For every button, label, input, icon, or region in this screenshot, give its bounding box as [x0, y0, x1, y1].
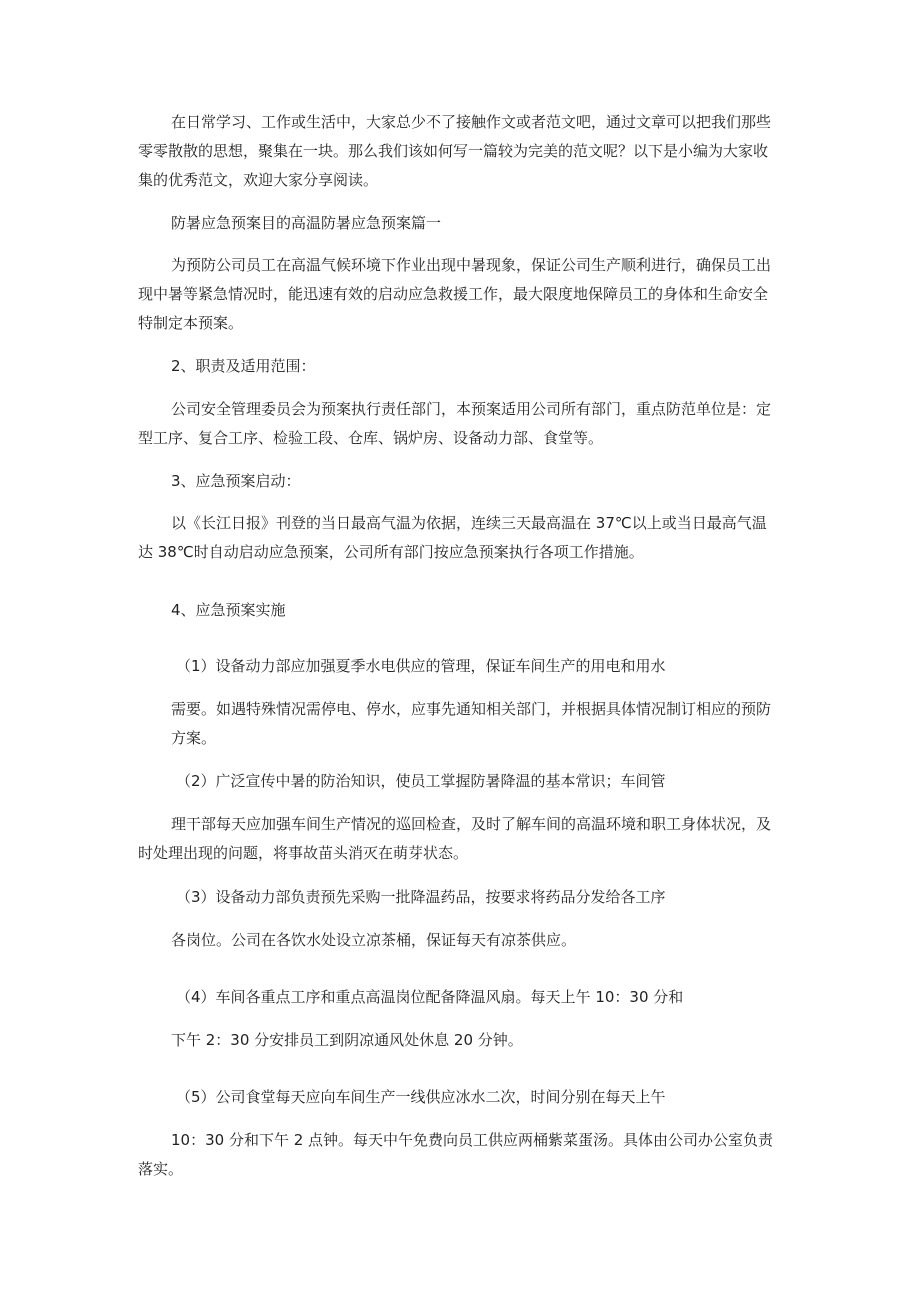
scope-line-2: 型工序、复合工序、检验工段、仓库、锅炉房、设备动力部、食堂等。 [138, 429, 604, 447]
item-5-first-line [176, 1083, 666, 1112]
item-4-first-line [176, 983, 683, 1012]
title-line: 防暑应急预案目的高温防暑应急预案篇一 [171, 214, 442, 232]
item-1-line-2: 需要。如遇特殊情况需停电、停水，应事先通知相关部门，并根据具体情况制订相应的预防 [171, 700, 772, 718]
item-1-continuation [171, 695, 771, 753]
heading-4-line: 4、应急预案实施 [171, 601, 286, 619]
start-line-1: 以《长江日报》刊登的当日最高气温为依据，连续三天最高温在 37℃以上或当日最高气温 [171, 514, 767, 532]
item-2-line-2: 理干部每天应加强车间生产情况的巡回检查，及时了解车间的高温环境和职工身体状况，及 [171, 815, 772, 833]
intro-paragraph [138, 108, 771, 195]
heading-3-line: 3、应急预案启动： [171, 472, 301, 490]
item-2-line-1: （2）广泛宣传中暑的防治知识，使员工掌握防暑降温的基本常识；车间管 [176, 772, 666, 790]
item-1-first-line [176, 652, 666, 681]
item-3-line-1: （3）设备动力部负责预先采购一批降温药品，按要求将药品分发给各工序 [176, 888, 666, 906]
item-3-first-line [176, 883, 666, 912]
section-heading-3 [171, 467, 301, 496]
scope-line-1: 公司安全管理委员会为预案执行责任部门，本预案适用公司所有部门，重点防范单位是：定 [171, 400, 772, 418]
purpose-line-1: 为预防公司员工在高温气候环境下作业出现中暑现象，保证公司生产顺利进行，确保员工出 [171, 256, 772, 274]
item-5-line-2: 10：30 分和下午 2 点钟。每天中午免费向员工供应两桶紫菜蛋汤。具体由公司办公室负责 [171, 1131, 774, 1149]
section-heading-2 [171, 352, 316, 381]
intro-line-2: 零零散散的思想，聚集在一块。那么我们该如何写一篇较为完美的范文呢？以下是小编为大家收 [138, 142, 769, 160]
start-line-2: 达 38℃时自动启动应急预案，公司所有部门按应急预案执行各项工作措施。 [138, 543, 644, 561]
item-4-continuation [171, 1026, 523, 1055]
item-5-line-3: 落实。 [138, 1160, 184, 1178]
purpose-line-3: 特制定本预案。 [138, 314, 244, 332]
intro-line-1: 在日常学习、工作或生活中，大家总少不了接触作文或者范文吧，通过文章可以把我们那些 [171, 113, 772, 131]
item-3-continuation [171, 926, 576, 955]
document-title [171, 209, 441, 238]
intro-line-3: 集的优秀范文，欢迎大家分享阅读。 [138, 171, 379, 189]
item-5-continuation [138, 1126, 774, 1184]
heading-2-line: 2、职责及适用范围： [171, 357, 316, 375]
purpose-paragraph [138, 251, 771, 338]
scope-paragraph [138, 395, 771, 453]
item-1-line-3: 方案。 [171, 729, 217, 747]
item-2-first-line [176, 767, 666, 796]
item-3-line-2: 各岗位。公司在各饮水处设立凉茶桶，保证每天有凉茶供应。 [171, 931, 577, 949]
section-heading-4 [171, 596, 286, 625]
item-2-line-3: 时处理出现的问题，将事故苗头消灭在萌芽状态。 [138, 844, 469, 862]
purpose-line-2: 现中暑等紧急情况时，能迅速有效的启动应急救援工作，最大限度地保障员工的身体和生命安全 [138, 285, 769, 303]
item-1-line-1: （1）设备动力部应加强夏季水电供应的管理，保证车间生产的用电和用水 [176, 657, 666, 675]
item-4-line-2: 下午 2：30 分安排员工到阴凉通风处休息 20 分钟。 [171, 1031, 523, 1049]
item-5-line-1: （5）公司食堂每天应向车间生产一线供应冰水二次，时间分别在每天上午 [176, 1088, 666, 1106]
start-paragraph [138, 509, 767, 567]
item-4-line-1: （4）车间各重点工序和重点高温岗位配备降温风扇。每天上午 10：30 分和 [176, 988, 684, 1006]
item-2-continuation [138, 810, 772, 868]
